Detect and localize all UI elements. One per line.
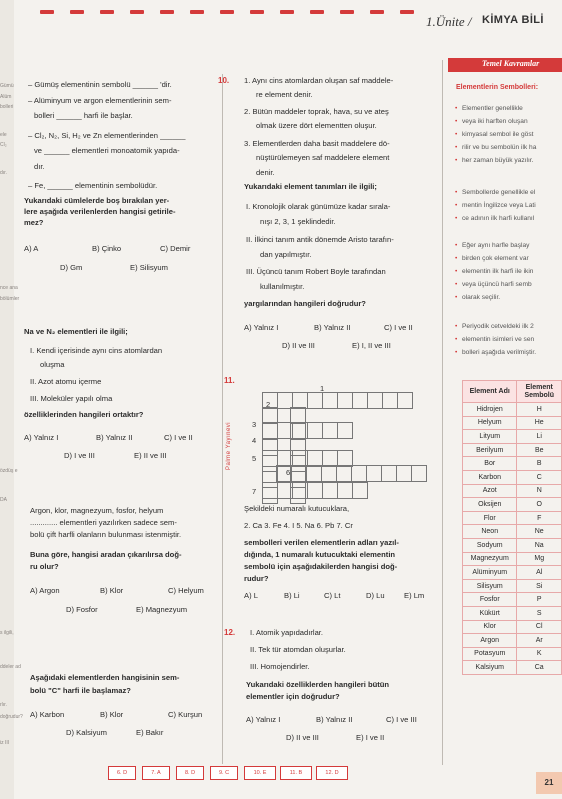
question-number: 11. — [224, 376, 235, 385]
element-symbol: Na — [517, 538, 562, 552]
crossword-row-1 — [262, 392, 413, 409]
grid-cell[interactable] — [322, 466, 337, 482]
answer-option[interactable]: B) Li — [284, 591, 300, 600]
margin-fragment: bölümler — [0, 296, 20, 302]
table-header — [463, 381, 562, 403]
answer-option[interactable]: C) Demir — [160, 244, 191, 253]
answer-option[interactable]: D) Fosfor — [66, 605, 98, 614]
table-row — [463, 457, 562, 471]
page-header — [0, 0, 562, 36]
element-symbol: Ar — [517, 634, 562, 648]
grid-cell[interactable] — [293, 423, 308, 439]
fill-line: – Cl₂, N₂, Si, H₂ ve Zn elementlerinden ______ — [28, 131, 186, 140]
element-name: Magnezyum — [463, 552, 517, 566]
table-row — [463, 498, 562, 512]
element-symbol: O — [517, 498, 562, 512]
grid-cell[interactable] — [308, 423, 323, 439]
question-stem: Buna göre, hangisi aradan çıkarılırsa doğ- — [30, 550, 182, 559]
bullet-line: • Sembollerde genellikle el — [462, 188, 535, 197]
answer-option[interactable]: E) Bakır — [136, 728, 164, 737]
grid-cell[interactable] — [323, 393, 338, 409]
fill-line: – Fe, ______ elementinin sembolüdür. — [28, 181, 158, 190]
answer-option[interactable]: B) Yalnız II — [314, 323, 351, 332]
answer-option[interactable]: B) Klor — [100, 710, 124, 719]
answer-option[interactable]: E) II ve III — [134, 451, 167, 460]
statement: II. Azot atomu içerme — [30, 377, 102, 386]
grid-number: 1 — [320, 384, 325, 393]
table-row — [463, 647, 562, 661]
header-dash — [190, 10, 204, 14]
element-name: Azot — [463, 484, 517, 498]
column-divider — [222, 74, 223, 764]
statement: I. Atomik yapıdadırlar. — [250, 628, 324, 637]
column-header: Element Sembolü — [517, 381, 562, 403]
question-text: Argon, klor, magnezyum, fosfor, helyum — [30, 506, 164, 515]
definition: 1. Aynı cins atomlardan oluşan saf maddele- — [244, 76, 394, 85]
table-row — [463, 403, 562, 417]
element-name: Fosfor — [463, 593, 517, 607]
element-name: Berilyum — [463, 443, 517, 457]
grid-cell[interactable] — [338, 393, 353, 409]
answer-option[interactable]: D) I ve III — [64, 451, 95, 460]
grid-cell[interactable] — [398, 393, 413, 409]
answer-option[interactable]: B) Yalnız II — [316, 715, 353, 724]
definition: olmak üzere dört elementten oluşur. — [256, 121, 377, 130]
element-symbol: Si — [517, 579, 562, 593]
table-row — [463, 566, 562, 580]
statement: III. Moleküler yapılı olma — [30, 394, 113, 403]
element-name: Argon — [463, 634, 517, 648]
element-symbol: Al — [517, 566, 562, 580]
question-stem: mez? — [24, 218, 44, 227]
grid-cell[interactable] — [278, 483, 293, 499]
element-symbol: C — [517, 470, 562, 484]
question-stem: Aşağıdaki elementlerden hangisinin sem- — [30, 673, 180, 682]
question-stem: özelliklerinden hangileri ortaktır? — [24, 410, 144, 419]
bullet-line: • Periyodik cetveldeki ilk 2 — [462, 322, 534, 331]
answer-key-item: 6. D — [108, 766, 136, 780]
element-name: Lityum — [463, 430, 517, 444]
statement: II. Tek tür atomdan oluşurlar. — [250, 645, 346, 654]
question-stem: lere aşağıda verilenlerden hangisi getirile- — [24, 207, 176, 216]
grid-cell[interactable] — [337, 466, 352, 482]
bullet-cont: • veya iki harften oluşan — [462, 117, 528, 126]
margin-fragment: DA — [0, 497, 7, 503]
margin-fragment: nce ana — [0, 285, 18, 291]
table-row — [463, 606, 562, 620]
element-symbol: He — [517, 416, 562, 430]
definition: 3. Elementlerden daha basit maddelere dö- — [244, 139, 390, 148]
element-symbol: Li — [517, 430, 562, 444]
question-stem: bolü "C" harfi ile başlamaz? — [30, 686, 131, 695]
element-name: Oksijen — [463, 498, 517, 512]
grid-cell[interactable] — [338, 483, 353, 499]
question-stem: elementler için doğrudur? — [246, 692, 340, 701]
table-row — [463, 538, 562, 552]
statement: oluşma — [40, 360, 65, 369]
crossword-row-6 — [276, 465, 427, 482]
element-name: Alüminyum — [463, 566, 517, 580]
table-row — [463, 661, 562, 675]
answer-key-item: 8. D — [176, 766, 204, 780]
grid-cell[interactable] — [412, 466, 427, 482]
header-dash — [70, 10, 84, 14]
table-row — [463, 443, 562, 457]
question-text: Şekildeki numaralı kutucuklara, — [244, 504, 350, 513]
statement: I. Kendi içerisinde aynı cins atomlardan — [30, 346, 163, 355]
fill-line: ve ______ elementleri monoatomik yapıda- — [34, 146, 180, 155]
element-name: Neon — [463, 525, 517, 539]
answer-option[interactable]: D) Gm — [60, 263, 83, 272]
question-stem: yargılarından hangileri doğrudur? — [244, 299, 366, 308]
question-stem: Yukarıdaki element tanımları ile ilgili; — [244, 182, 377, 191]
header-dash — [220, 10, 234, 14]
element-list: 2. Ca 3. Fe 4. I 5. Na 6. Pb 7. Cr — [244, 521, 353, 530]
answer-option[interactable]: E) I, II ve III — [352, 341, 391, 350]
grid-cell[interactable] — [383, 393, 398, 409]
margin-fragment: rlır. — [0, 702, 7, 708]
grid-cell[interactable] — [367, 466, 382, 482]
table-row — [463, 620, 562, 634]
element-name: Kükürt — [463, 606, 517, 620]
margin-fragment: dır. — [0, 170, 7, 176]
answer-option[interactable]: C) I ve II — [164, 433, 193, 442]
table-row — [463, 511, 562, 525]
statement: dan yapılmıştır. — [260, 250, 312, 259]
header-dash — [340, 10, 354, 14]
statement: I. Kronolojik olarak günümüze kadar sırala- — [246, 202, 391, 211]
grid-cell[interactable] — [308, 483, 323, 499]
table-row — [463, 525, 562, 539]
answer-option[interactable]: B) Klor — [100, 586, 124, 595]
answer-option[interactable]: A) Yalnız I — [24, 433, 59, 442]
element-symbol: N — [517, 484, 562, 498]
grid-number: 5 — [252, 454, 257, 463]
grid-cell[interactable] — [352, 466, 367, 482]
grid-cell[interactable] — [323, 483, 338, 499]
answer-option[interactable]: E) Magnezyum — [136, 605, 188, 614]
answer-option[interactable]: A) L — [244, 591, 258, 600]
statement: III. Üçüncü tanım Robert Boyle tarafından — [246, 267, 386, 276]
element-symbol: B — [517, 457, 562, 471]
margin-fragment: ddeler ad — [0, 664, 21, 670]
grid-cell[interactable] — [397, 466, 412, 482]
bullet-cont: • olarak seçilir. — [462, 293, 500, 302]
answer-option[interactable]: C) Helyum — [168, 586, 204, 595]
answer-key-item: 10. E — [244, 766, 276, 780]
bullet-cont: • ce adının ilk harfi kullanıl — [462, 214, 534, 223]
grid-number: 7 — [252, 487, 257, 496]
question-number: 10. — [218, 76, 230, 85]
answer-option[interactable]: D) II ve III — [282, 341, 315, 350]
answer-option[interactable]: E) Lm — [404, 591, 425, 600]
grid-cell[interactable] — [368, 393, 383, 409]
question-stem: dığında, 1 numaralı kutucuktaki elementin — [244, 550, 396, 559]
definition: denir. — [256, 168, 275, 177]
header-dash — [250, 10, 264, 14]
grid-cell[interactable] — [278, 423, 293, 439]
previous-page-edge — [0, 0, 14, 799]
margin-fragment: doğrudur? — [0, 714, 23, 720]
definition: re element denir. — [256, 90, 313, 99]
element-symbol: Be — [517, 443, 562, 457]
answer-option[interactable]: A) Yalnız I — [246, 715, 281, 724]
fill-line: – Alüminyum ve argon elementlerinin sem- — [28, 96, 172, 105]
grid-cell[interactable] — [338, 423, 353, 439]
question-stem: Yukarıdaki cümlelerde boş bırakılan yer- — [24, 196, 170, 205]
table-row — [463, 430, 562, 444]
statement: II. İlkinci tanım antik dönemde Aristo tarafın- — [246, 235, 394, 244]
header-dash — [310, 10, 324, 14]
grid-cell[interactable] — [353, 393, 368, 409]
bullet-cont: • veya üçüncü harfi semb — [462, 280, 532, 289]
header-dash — [400, 10, 414, 14]
table-row — [463, 593, 562, 607]
question-text: bolü çift harfli olanların bulunması istenmiştir. — [30, 530, 182, 539]
bullet-cont: • mentin İngilizce veya Lati — [462, 201, 536, 210]
answer-option[interactable]: C) Lt — [324, 591, 341, 600]
grid-cell[interactable] — [263, 483, 278, 499]
element-symbol: F — [517, 511, 562, 525]
header-dash — [280, 10, 294, 14]
answer-option[interactable]: D) Lu — [366, 591, 385, 600]
grid-cell[interactable] — [382, 466, 397, 482]
grid-cell[interactable] — [293, 483, 308, 499]
element-name: Bor — [463, 457, 517, 471]
statement: kullanılmıştır. — [260, 282, 305, 291]
table-row — [463, 470, 562, 484]
grid-number: 6 — [286, 468, 291, 477]
margin-fragment: Alüm — [0, 94, 12, 100]
element-name: Sodyum — [463, 538, 517, 552]
question-number: 12. — [224, 628, 236, 637]
margin-fragment: iz III — [0, 740, 10, 746]
answer-option[interactable]: E) I ve II — [356, 733, 385, 742]
element-name: Hidrojen — [463, 403, 517, 417]
margin-fragment: ele — [0, 132, 7, 138]
table-row — [463, 579, 562, 593]
grid-cell[interactable] — [292, 466, 307, 482]
element-symbol-table — [462, 380, 562, 675]
answer-option[interactable]: B) Yalnız II — [96, 433, 133, 442]
answer-key-item: 12. D — [316, 766, 348, 780]
answer-option[interactable]: C) Kurşun — [168, 710, 203, 719]
bullet-cont: • elementin ilk harfi ile ikin — [462, 267, 533, 276]
answer-option[interactable]: A) Karbon — [30, 710, 65, 719]
element-name: Flor — [463, 511, 517, 525]
answer-option[interactable]: E) Silisyum — [130, 263, 168, 272]
element-symbol: K — [517, 647, 562, 661]
question-stem: Yukarıdaki özelliklerden hangileri bütün — [246, 680, 390, 689]
element-symbol: Ne — [517, 525, 562, 539]
crossword-row-3 — [262, 422, 353, 439]
element-symbol: H — [517, 403, 562, 417]
element-name: Klor — [463, 620, 517, 634]
element-name: Karbon — [463, 470, 517, 484]
bullet-cont: • rilir ve bu sembolün ilk ha — [462, 143, 536, 152]
element-symbol: Cl — [517, 620, 562, 634]
element-name: Silisyum — [463, 579, 517, 593]
bullet-line: • Eğer aynı harfle başlay — [462, 241, 529, 250]
grid-cell[interactable] — [263, 423, 278, 439]
bullet-cont: • kimyasal sembol ile göst — [462, 130, 533, 139]
table-row — [463, 552, 562, 566]
question-stem: ru olur? — [30, 562, 59, 571]
grid-cell[interactable] — [323, 423, 338, 439]
answer-option[interactable]: A) Argon — [30, 586, 60, 595]
table-row — [463, 484, 562, 498]
answer-key-item: 11. B — [280, 766, 312, 780]
element-symbol: S — [517, 606, 562, 620]
margin-fragment: bolleri — [0, 104, 14, 110]
header-dash — [40, 10, 54, 14]
element-symbol: P — [517, 593, 562, 607]
question-stem: rudur? — [244, 574, 269, 583]
subject-label: KİMYA BİLİ — [482, 14, 544, 26]
grid-number: 4 — [252, 436, 257, 445]
header-dash — [100, 10, 114, 14]
element-name: Helyum — [463, 416, 517, 430]
fill-line: – Gümüş elementinin sembolü ______ 'dir. — [28, 80, 172, 89]
grid-cell[interactable] — [353, 483, 368, 499]
grid-cell[interactable] — [307, 466, 322, 482]
fill-line: dır. — [34, 162, 45, 171]
column-header: Element Adı — [463, 381, 517, 403]
question-text: ............. elementleri yazılırken sadece sem- — [30, 518, 177, 527]
section-tag-title: Temel Kavramlar — [482, 59, 540, 68]
bullet-cont: • her zaman büyük yazılır. — [462, 156, 533, 165]
element-symbol: Ca — [517, 661, 562, 675]
table-row — [463, 416, 562, 430]
answer-option[interactable]: B) Çinko — [92, 244, 122, 253]
page-number: 21 — [536, 772, 562, 794]
fill-line: bolleri ______ harfi ile başlar. — [34, 111, 133, 120]
element-symbol: Mg — [517, 552, 562, 566]
unit-label: 1.Ünite / — [426, 14, 472, 29]
bullet-line: • Elementler genellikle — [462, 104, 523, 113]
element-name: Potasyum — [463, 647, 517, 661]
section-title: Elementlerin Sembolleri: — [456, 84, 539, 91]
crossword-row-7 — [262, 482, 368, 499]
margin-fragment: Cl₂ — [0, 142, 7, 148]
bullet-cont: • elementin isimleri ve sen — [462, 335, 534, 344]
answer-option[interactable]: C) I ve II — [384, 323, 413, 332]
question-stem: Na ve N₂ elementleri ile ilgili; — [24, 327, 128, 336]
question-stem: sembolleri verilen elementlerin adları yazıl- — [244, 538, 399, 547]
answer-option[interactable]: C) I ve III — [386, 715, 417, 724]
answer-option[interactable]: D) Kalsiyum — [66, 728, 107, 737]
table-row — [463, 634, 562, 648]
grid-number: 2 — [266, 400, 271, 409]
column-divider — [442, 60, 443, 765]
grid-number: 3 — [252, 420, 257, 429]
answer-option[interactable]: D) II ve III — [286, 733, 319, 742]
grid-cell[interactable] — [308, 393, 323, 409]
definition: nüştürülemeyen saf maddelere element — [256, 153, 390, 162]
margin-fragment: s ilgili, — [0, 630, 14, 636]
publisher-label: Palme Yayınevi — [226, 421, 232, 470]
header-dash — [370, 10, 384, 14]
bullet-cont: • bolleri aşağıda verilmiştir. — [462, 348, 536, 357]
answer-key-item: 7. A — [142, 766, 170, 780]
margin-fragment: özdüş e — [0, 468, 18, 474]
header-dash — [160, 10, 174, 14]
statement: nışı 2, 3, 1 şeklindedir. — [260, 217, 336, 226]
answer-option[interactable]: A) A — [24, 244, 39, 253]
definition: 2. Bütün maddeler toprak, hava, su ve ateş — [244, 107, 389, 116]
answer-option[interactable]: A) Yalnız I — [244, 323, 279, 332]
margin-fragment: Gümü — [0, 83, 14, 89]
element-name: Kalsiyum — [463, 661, 517, 675]
statement: III. Homojendirler. — [250, 662, 310, 671]
answer-key-item: 9. C — [210, 766, 238, 780]
bullet-cont: • birden çok element var — [462, 254, 529, 263]
question-stem: sembolü için aşağıdakilerden hangisi doğ- — [244, 562, 398, 571]
header-dash — [130, 10, 144, 14]
